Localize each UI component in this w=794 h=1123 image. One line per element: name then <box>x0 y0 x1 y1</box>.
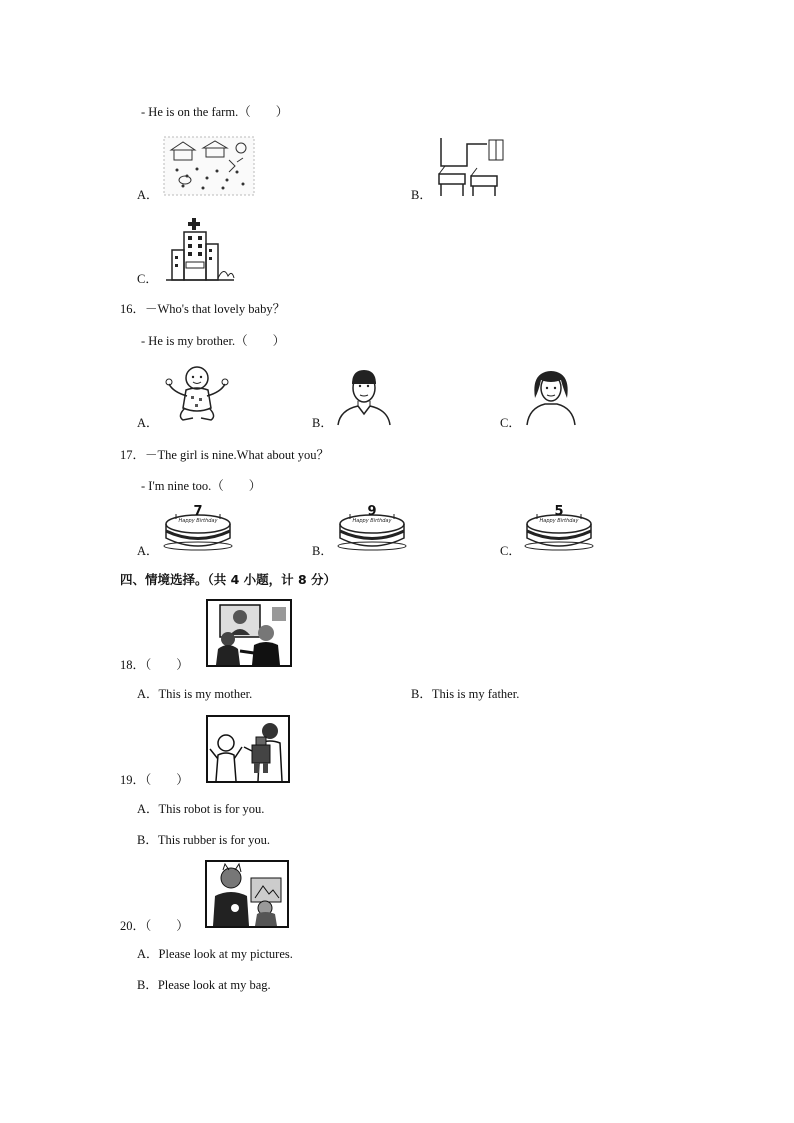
q19-number: 19．（ ） <box>120 773 189 787</box>
q16-option-b-label: B． <box>312 416 333 430</box>
q17-answer: - I'm nine too.（ ） <box>141 479 262 493</box>
baby-picture-icon <box>163 364 231 422</box>
pictures-scene-icon <box>205 860 289 928</box>
q16-option-a-label: A． <box>137 416 159 430</box>
q15-answer: - He is on the farm.（ ） <box>141 105 289 119</box>
cake-picture-icon <box>162 504 234 552</box>
cake-number: 5 <box>554 504 564 519</box>
svg-text:Happy Birthday: Happy Birthday <box>352 518 392 524</box>
family-photo-scene-icon <box>206 599 292 667</box>
woman-picture-icon <box>523 368 579 426</box>
cake-number: 7 <box>193 504 203 519</box>
q15-option-a-label: A． <box>137 188 159 202</box>
farm-picture-icon <box>163 136 255 196</box>
q18-number: 18．（ ） <box>120 658 189 672</box>
svg-text:Happy Birthday: Happy Birthday <box>539 518 579 524</box>
q17-option-a-label: A． <box>137 544 159 558</box>
cake-picture-icon <box>523 504 595 552</box>
q20-option-a: A．Please look at my pictures. <box>137 947 293 961</box>
q15-option-b-label: B． <box>411 188 432 202</box>
q17-option-b-label: B． <box>312 544 333 558</box>
section-heading: 四、情境选择。（共 4 小题，计 8 分） <box>120 572 337 587</box>
q16-option-c-label: C． <box>500 416 521 430</box>
q16-answer: - He is my brother.（ ） <box>141 334 286 348</box>
q20-number: 20．（ ） <box>120 919 189 933</box>
man-picture-icon <box>336 368 392 426</box>
q17-question: 17．－The girl is nine.What about you？ <box>120 448 329 462</box>
q19-option-a: A．This robot is for you. <box>137 802 265 816</box>
robot-gift-scene-icon <box>206 715 290 783</box>
q20-option-b: B．Please look at my bag. <box>137 978 271 992</box>
q15-option-c-label: C． <box>137 272 158 286</box>
svg-text:Happy Birthday: Happy Birthday <box>178 518 218 524</box>
cake-number: 9 <box>367 504 377 519</box>
q16-question: 16．－Who's that lovely baby？ <box>120 302 286 316</box>
q17-option-c-label: C． <box>500 544 521 558</box>
q19-option-b: B．This rubber is for you. <box>137 833 270 847</box>
cake-picture-icon <box>336 504 408 552</box>
q18-option-a: A．This is my mother. <box>137 687 253 701</box>
q18-option-b: B．This is my father. <box>411 687 520 701</box>
hospital-building-picture-icon <box>164 216 236 282</box>
classroom-beds-picture-icon <box>437 136 507 198</box>
